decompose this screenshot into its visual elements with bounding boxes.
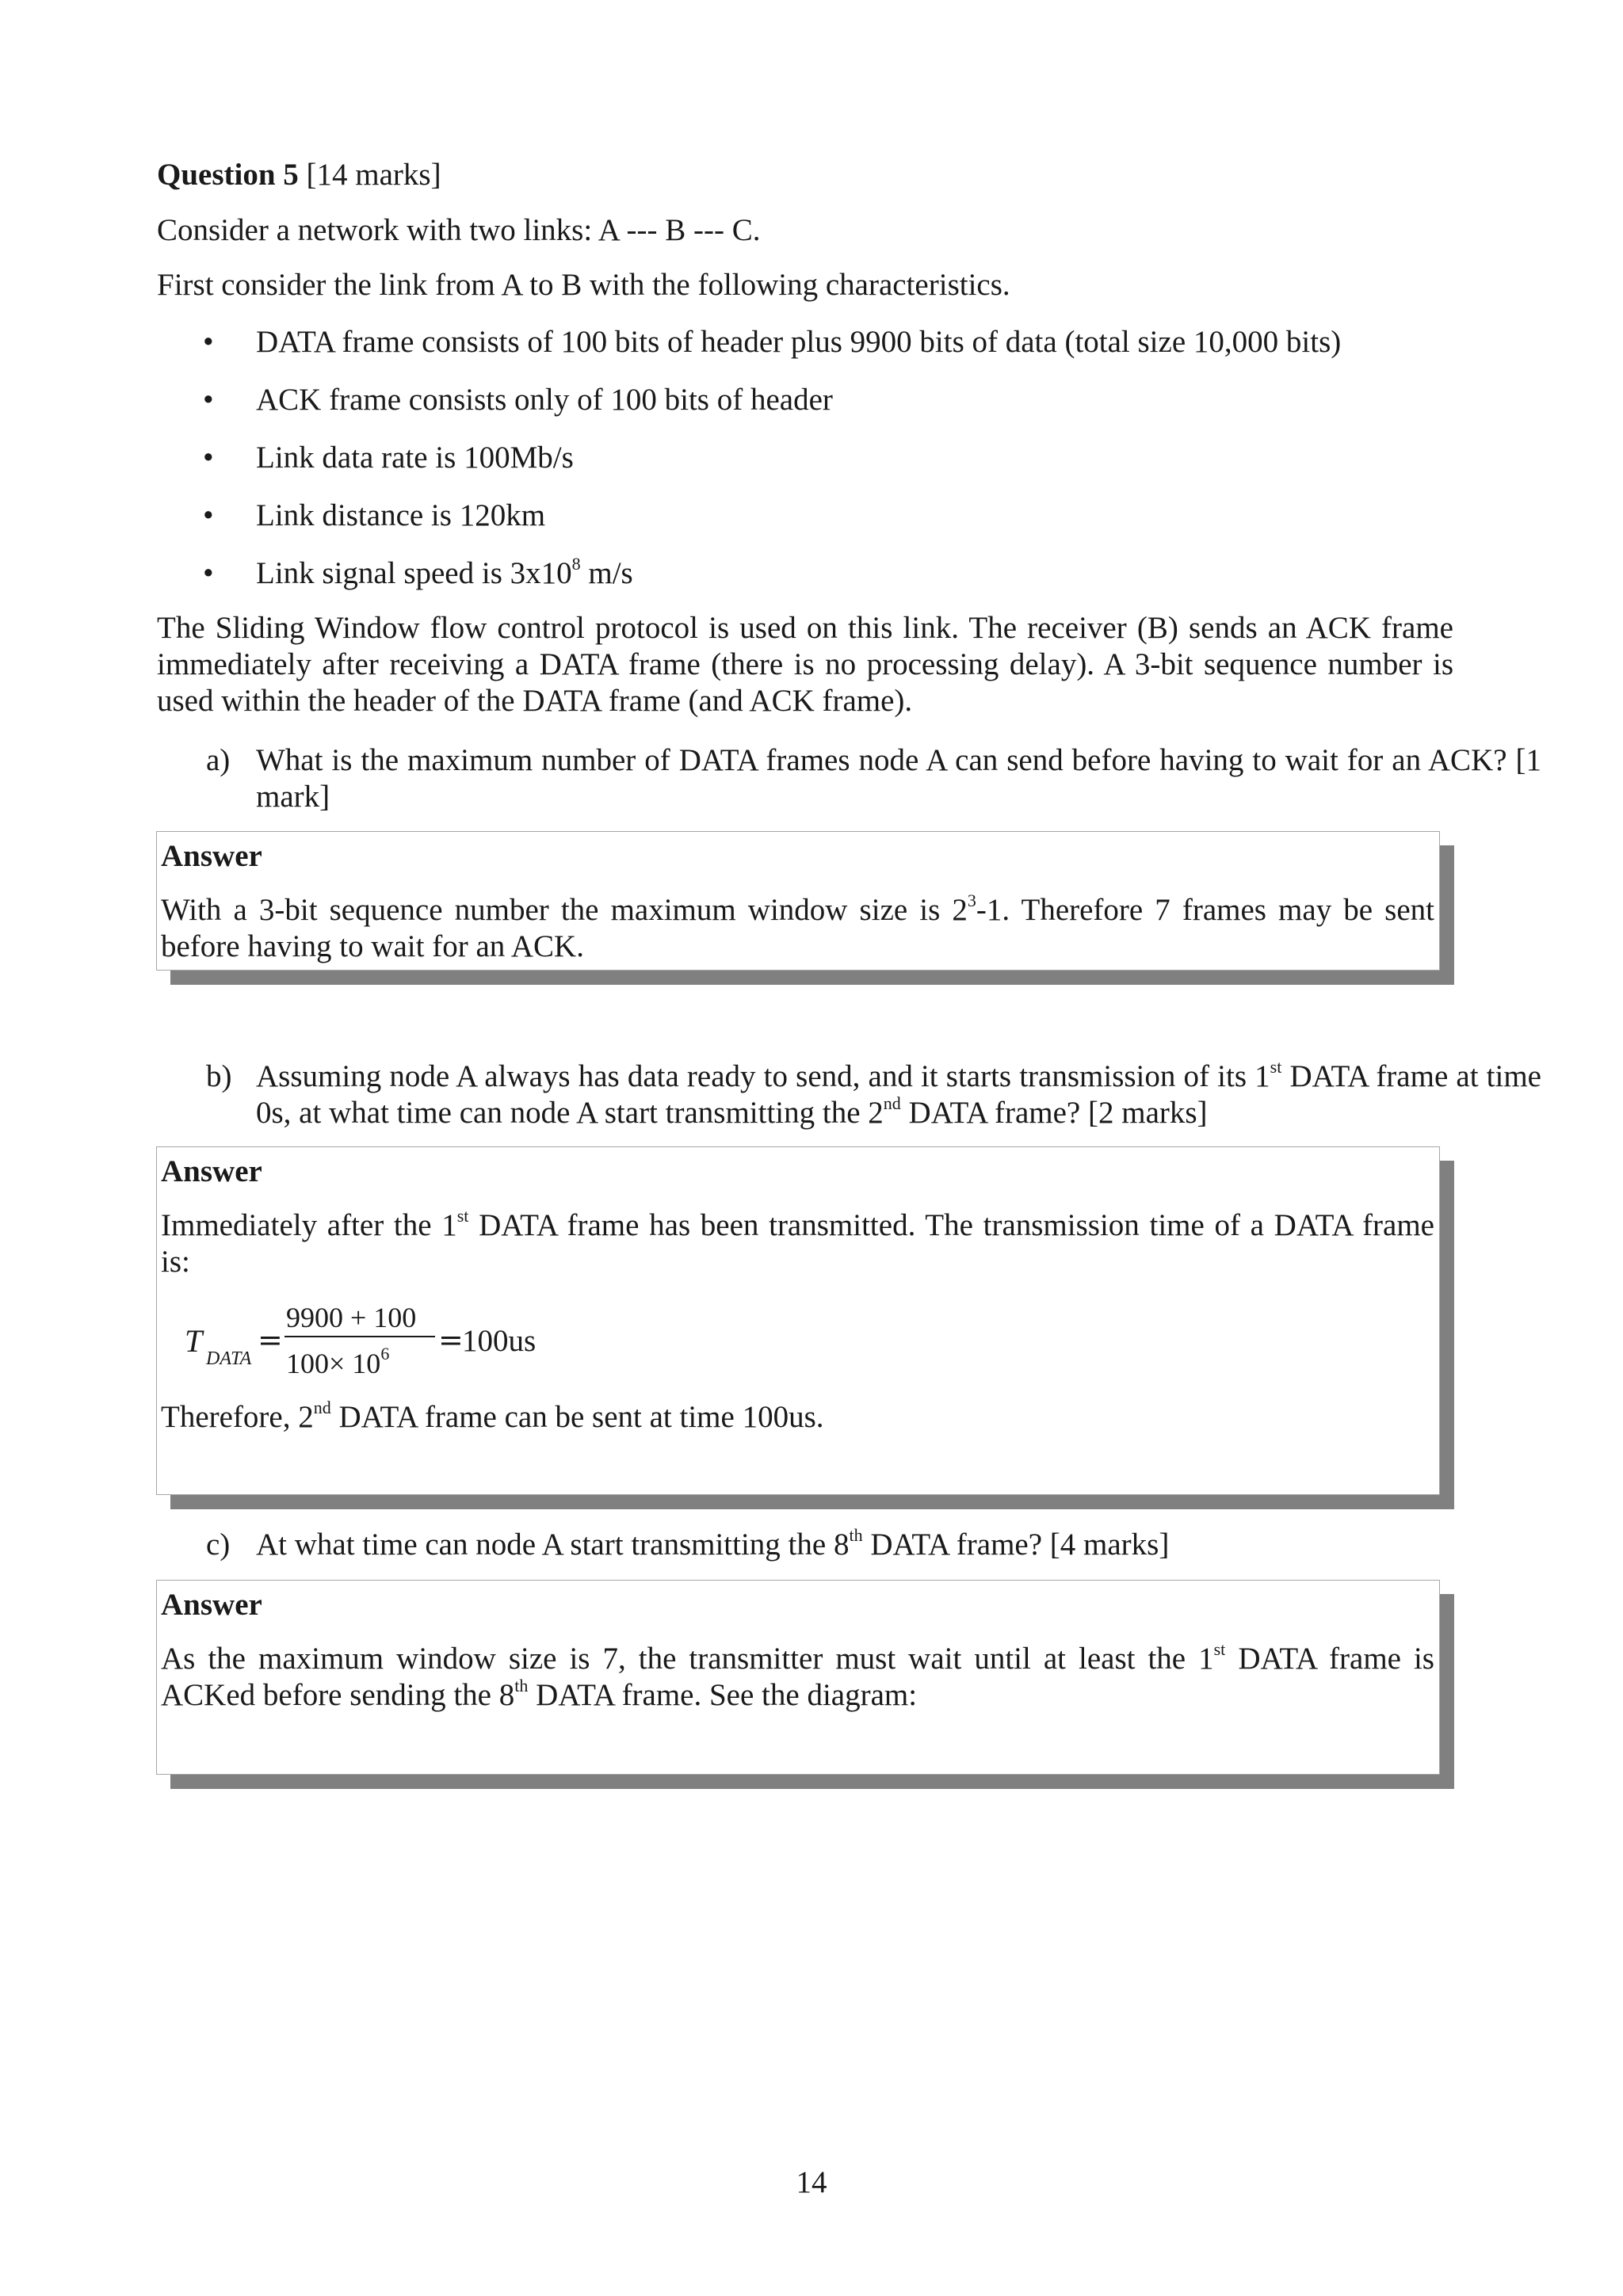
question-marks: [14 marks] — [306, 158, 441, 192]
part-c-text: At what time can node A start transmitting the 8th DATA frame? [4 marks] — [256, 1525, 1170, 1562]
part-b-label: b) — [206, 1059, 232, 1093]
bullet-text: ACK frame consists only of 100 bits of header — [256, 383, 833, 417]
part-a-text: What is the maximum number of DATA frames node A can send before having to wait for an ACK? [1 mark] — [256, 743, 1541, 814]
answer-title: Answer — [161, 1588, 262, 1622]
bullet-symbol: • — [203, 498, 214, 532]
answer-title: Answer — [161, 839, 262, 873]
formula-equals: = — [438, 1322, 464, 1357]
answer-text: As the maximum window size is 7, the transmitter must wait until at least the 1st DATA frame is ACKed before sending the 8th DATA frame. See the diagram: — [161, 1639, 1434, 1712]
bullet-symbol: • — [203, 325, 214, 359]
answer-title: Answer — [161, 1154, 262, 1188]
bullet-text: DATA frame consists of 100 bits of header plus 9900 bits of data (total size 10,000 bits) — [256, 325, 1342, 359]
protocol-paragraph: The Sliding Window flow control protocol is used on this link. The receiver (B) sends an ACK frame immediately after receiving a DATA frame (there is no processing delay). A 3-bit sequence number is used within the header of the DATA frame (and ACK frame). — [157, 611, 1453, 718]
formula-result: 100us — [462, 1324, 537, 1358]
part-c-label: c) — [206, 1527, 231, 1562]
answer-conclusion: Therefore, 2nd DATA frame can be sent at time 100us. — [161, 1398, 824, 1434]
formula-symbol: T — [185, 1323, 203, 1359]
page-number: 14 — [796, 2165, 827, 2199]
bullet-text: Link signal speed is $3x10^8$ m/s — [256, 554, 633, 590]
bullet-symbol: • — [203, 441, 214, 475]
answer-box-b — [156, 1146, 1440, 1495]
bullet-text: Link data rate is 100Mb/s — [256, 441, 574, 475]
bullet-text: Link distance is 120km — [256, 498, 546, 532]
link-intro: First consider the link from A to B with the following characteristics. — [157, 268, 1010, 302]
bullet-symbol: • — [203, 383, 214, 417]
part-b-text: Assuming node A always has data ready to send, and it starts transmission of its 1st DATA frame at time 0s, at what time can node A start transmitting the 2nd DATA frame? [2 marks] — [256, 1057, 1541, 1130]
answer-box-c — [156, 1580, 1440, 1775]
question-intro: Consider a network with two links: A --- B --- C. — [157, 213, 761, 247]
answer-box-a — [156, 831, 1440, 971]
bullet-symbol: • — [203, 556, 214, 590]
formula-equals: = — [258, 1322, 283, 1357]
formula-subscript: DATA — [206, 1348, 252, 1369]
formula-denominator: $100\times 10^6$ — [286, 1344, 390, 1379]
question-heading — [157, 157, 1453, 193]
answer-text: With a 3-bit sequence number the maximum window size is $2^3-1$. Therefore 7 frames may be sent before having to wait for an ACK. — [161, 891, 1435, 963]
answer-text: Immediately after the 1st DATA frame has been transmitted. The transmission time of a DATA frame is: — [161, 1206, 1434, 1279]
question-title: Question 5 — [157, 158, 299, 192]
transmission-time-formula — [185, 1299, 660, 1394]
fraction-bar — [285, 1336, 435, 1337]
part-a-label: a) — [206, 743, 231, 777]
formula-numerator: 9900 + 100 — [286, 1302, 417, 1333]
